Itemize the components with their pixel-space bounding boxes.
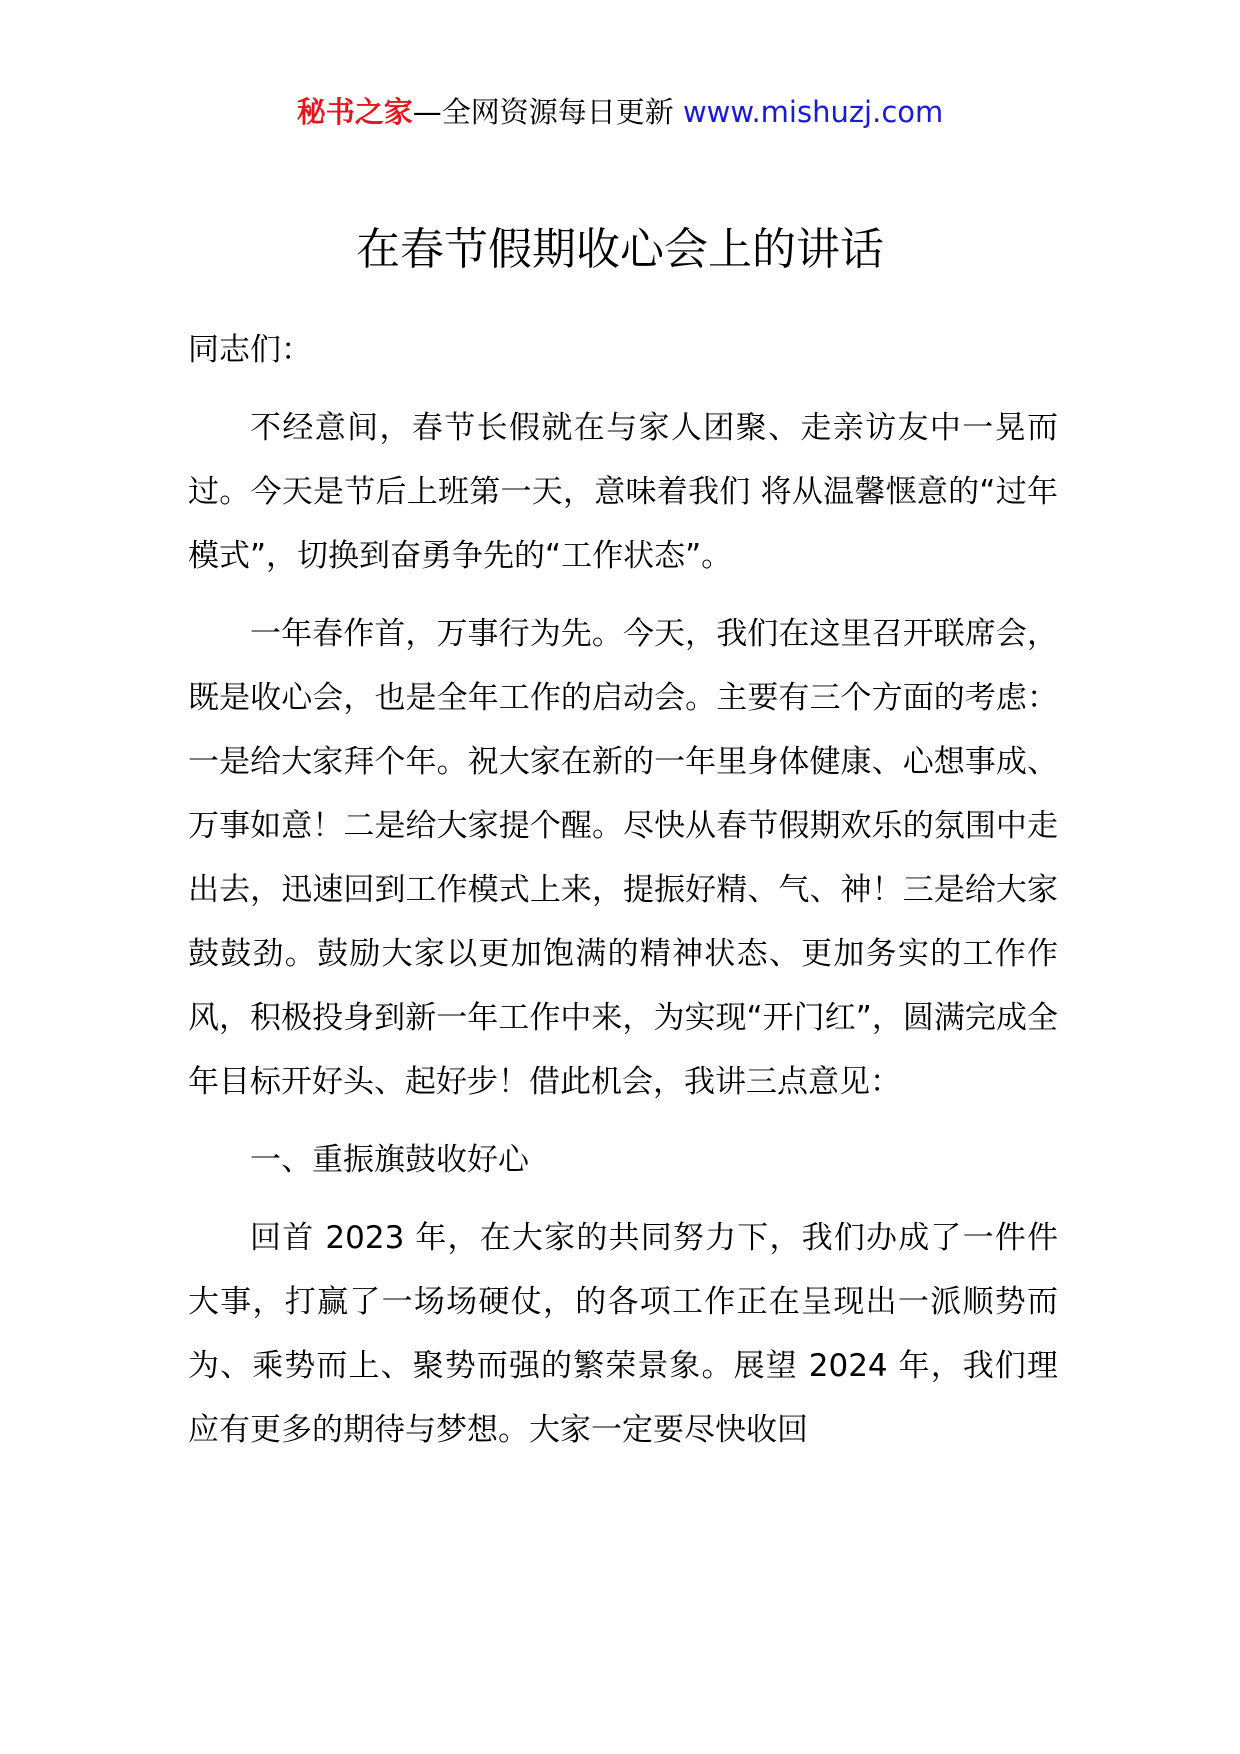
paragraph: 不经意间，春节长假就在与家人团聚、走亲访友中一晃而过。今天是节后上班第一天，意味着我们 将从温馨惬意的“过年模式”，切换到奋勇争先的“工作状态”。	[188, 410, 1058, 574]
paragraph: 一年春作首，万事行为先。今天，我们在这里召开联席会，既是收心会，也是全年工作的启动会。主要有三个方面的考虑： 一是给大家拜个年。祝大家在新的一年里身体健康、心想事成、万事如意！二是给大家提个醒。尽快从春节假期欢乐的氛围中走出去，迅速回到工作模式上来，提振好精、气、神！三是给大家鼓鼓劲。鼓励大家以更加饱满的精神状态、更加务实的工作作风，积极投身到新一年工作中来，为实现“开门红”，圆满完成全年目标开好头、起好步！借此机会，我讲三点意见：	[188, 616, 1058, 1100]
salutation: 同志们：	[188, 332, 312, 368]
section-paragraph: 回首 2023 年，在大家的共同努力下，我们办成了一件件大事，打赢了一场场硬仗，的各项工作正在呈现出一派顺势而为、乘势而上、聚势而强的繁荣景象。展望 2024 年，我们理应有更多的期待与梦想。大家一定要尽快收回	[188, 1220, 1058, 1448]
document-title: 在春节假期收心会上的讲话	[356, 224, 884, 275]
document-body	[188, 318, 1058, 1476]
header-url-link[interactable]: www.mishuzj.com	[682, 95, 944, 129]
site-header	[0, 92, 1240, 132]
section-heading: 一、重振旗鼓收好心	[250, 1142, 529, 1178]
header-tagline: —全网资源每日更新	[412, 95, 674, 129]
brand-name: 秘书之家	[296, 95, 413, 129]
